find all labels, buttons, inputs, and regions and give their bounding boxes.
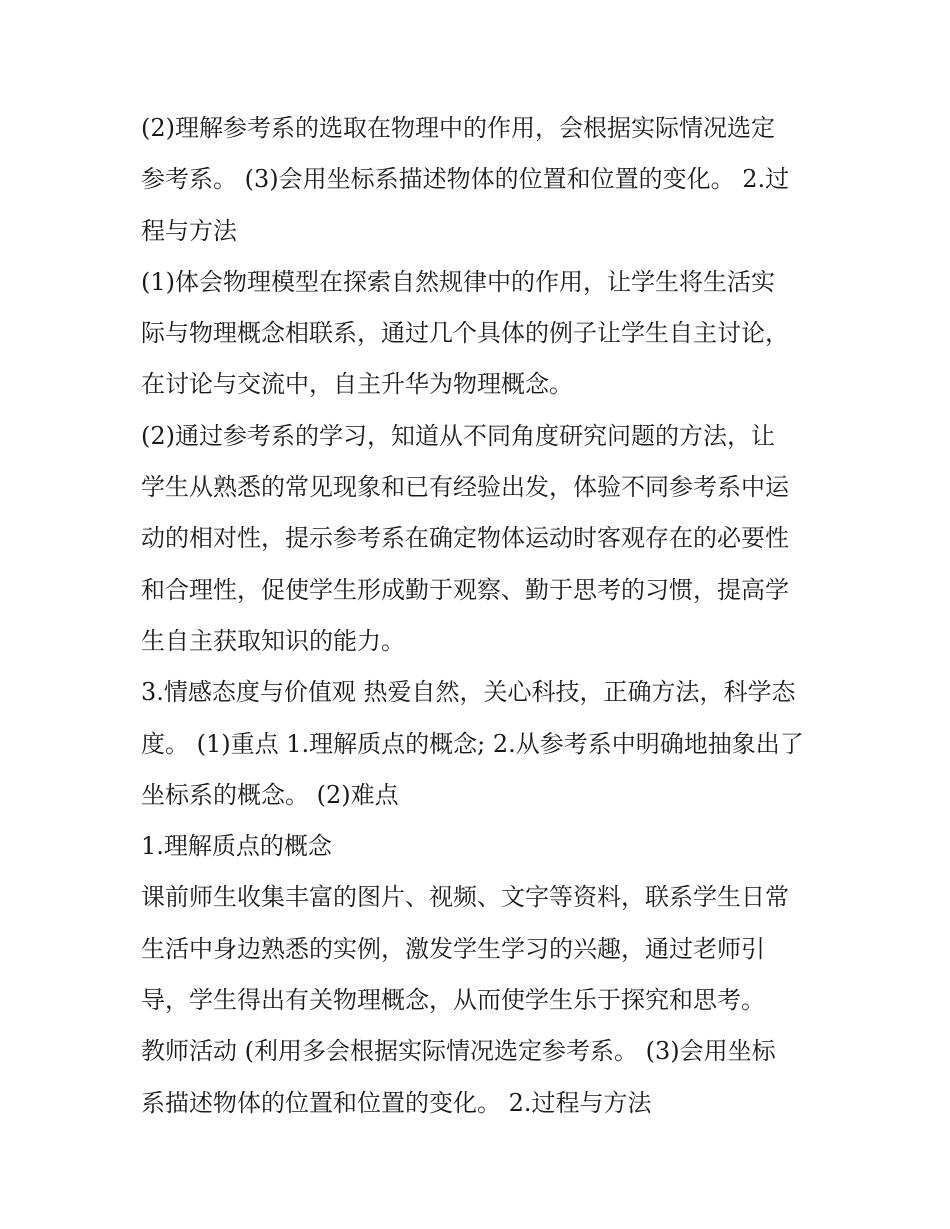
- text-line: (2)通过参考系的学习，知道从不同角度研究问题的方法，让: [141, 421, 775, 450]
- text-line: 课前师生收集丰富的图片、视频、文字等资料，联系学生日常: [141, 883, 789, 912]
- text-line: 坐标系的概念。 (2)难点: [141, 780, 399, 809]
- text-line: 教师活动 (利用多会根据实际情况选定参考系。 (3)会用坐标: [141, 1037, 776, 1066]
- text-line: 际与物理概念相联系，通过几个具体的例子让学生自主讨论，: [141, 319, 789, 348]
- text-line: (1)体会物理模型在探索自然规律中的作用，让学生将生活实: [141, 267, 775, 296]
- text-line: 学生从熟悉的常见现象和已有经验出发，体验不同参考系中运: [141, 473, 789, 502]
- text-line: 动的相对性，提示参考系在确定物体运动时客观存在的必要性: [141, 524, 789, 553]
- text-line: 参考系。 (3)会用坐标系描述物体的位置和位置的变化。 2.过: [141, 165, 790, 194]
- text-line: (2)理解参考系的选取在物理中的作用，会根据实际情况选定: [141, 114, 775, 142]
- text-line: 导，学生得出有关物理概念，从而使学生乐于探究和思考。: [141, 986, 765, 1015]
- document-body: [141, 103, 821, 1129]
- text-line: 1.理解质点的概念: [141, 832, 332, 861]
- text-line: 系描述物体的位置和位置的变化。 2.过程与方法: [141, 1088, 652, 1117]
- text-line: 在讨论与交流中，自主升华为物理概念。: [141, 370, 573, 399]
- text-line: 和合理性，促使学生形成勤于观察、勤于思考的习惯，提高学: [141, 575, 789, 604]
- text-line: 生自主获取知识的能力。: [141, 626, 405, 655]
- text-line: 生活中身边熟悉的实例，激发学生学习的兴趣，通过老师引: [141, 934, 765, 963]
- text-line: 度。 (1)重点 1.理解质点的概念; 2.从参考系中明确地抽象出了: [141, 729, 804, 758]
- text-line: 程与方法: [141, 216, 237, 245]
- text-line: 3.情感态度与价值观 热爱自然，关心科技，正确方法，科学态: [141, 678, 796, 707]
